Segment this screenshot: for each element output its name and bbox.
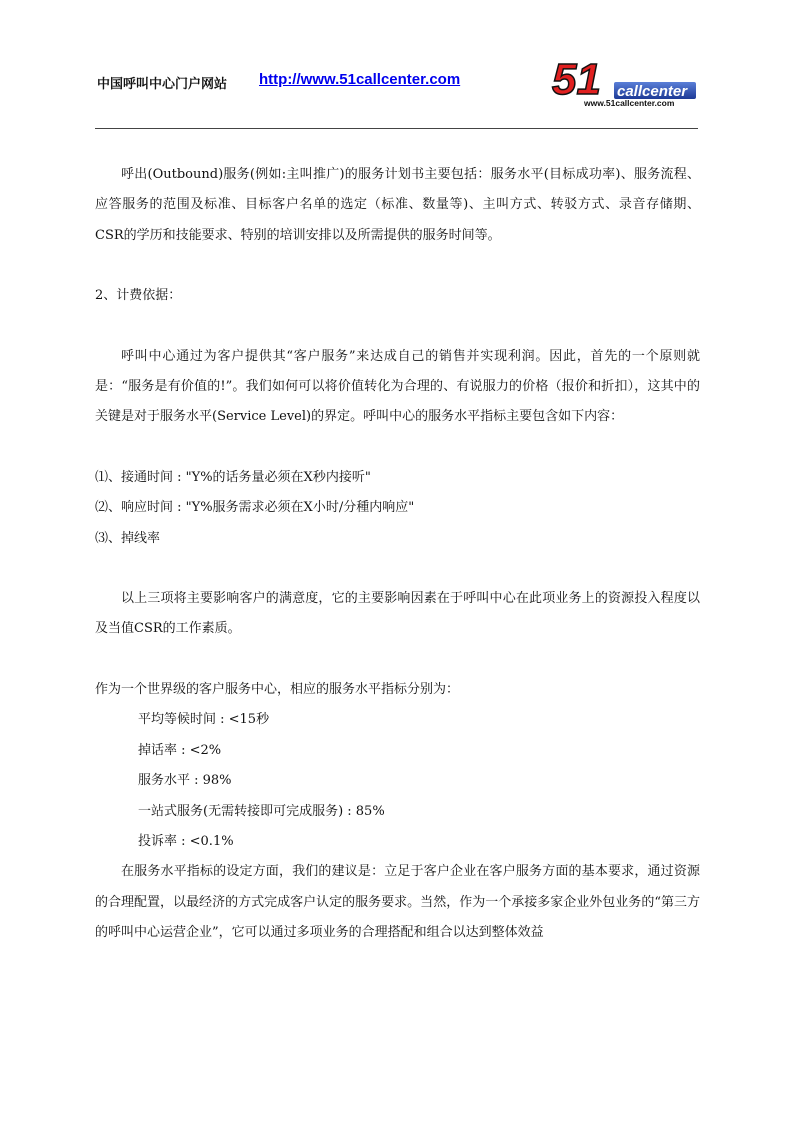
list-item: ⑴、接通时间 : "Y%的话务量必须在X秒内接听" [95, 469, 371, 485]
metric-item: 掉话率 : <2% [138, 742, 222, 758]
logo-url-text: www.51callcenter.com [584, 98, 675, 108]
site-url-link[interactable]: http://www.51callcenter.com [259, 71, 461, 88]
metric-item: 投诉率 : <0.1% [138, 833, 234, 849]
paragraph-world-class: 作为一个世界级的客户服务中心，相应的服务水平指标分别为： [95, 681, 460, 697]
section-heading-billing: 2、计费依据： [95, 288, 182, 304]
metric-item: 一站式服务(无需转接即可完成服务) : 85% [138, 803, 385, 819]
list-item: ⑵、响应时间 : "Y%服务需求必须在X小时/分種内响应" [95, 500, 415, 516]
metrics-list [95, 705, 700, 857]
site-name: 中国呼叫中心门户网站 [97, 77, 228, 92]
51callcenter-logo[interactable] [548, 56, 698, 108]
document-body [95, 160, 700, 949]
metric-item: 服务水平 : 98% [138, 773, 232, 789]
paragraph-billing-basis: 呼叫中心通过为客户提供其“客户服务”来达成自己的销售并实现利润。因此，首先的一个原则就是：“服务是有价值的!”。我们如何可以将价值转化为合理的、有说服力的价格（报价和折扣），这其中的关键是对于服务水平(Service Level)的界定。呼叫中心的服务水平指标主要包含如下内容： [95, 348, 700, 425]
service-level-list [95, 463, 700, 554]
paragraph-recommendation: 在服务水平指标的设定方面，我们的建议是：立足于客户企业在客户服务方面的基本要求，通过资源的合理配置，以最经济的方式完成客户认定的服务要求。当然，作为一个承接多家企业外包业务的“第三方的呼叫中心运营企业”，它可以通过多项业务的合理搭配和组合以达到整体效益 [95, 864, 700, 941]
logo-brand: callcenter [617, 83, 688, 100]
metric-item: 平均等候时间 : <15秒 [138, 712, 270, 728]
paragraph-outbound-plan: 呼出(Outbound)服务(例如:主叫推广)的服务计划书主要包括：服务水平(目标成功率)、服务流程、应答服务的范围及标准、目标客户名单的选定（标准、数量等)、主叫方式、转驳方式、录音存储期、CSR的学历和技能要求、特别的培训安排以及所需提供的服务时间等。 [95, 167, 700, 243]
list-item: ⑶、掉线率 [95, 530, 161, 546]
page-header [95, 56, 698, 129]
paragraph-satisfaction: 以上三项将主要影响客户的满意度，它的主要影响因素在于呼叫中心在此项业务上的资源投入程度以及当值CSR的工作素质。 [95, 591, 700, 637]
logo-number: 51 [552, 56, 601, 104]
logo-graphic [548, 56, 698, 108]
